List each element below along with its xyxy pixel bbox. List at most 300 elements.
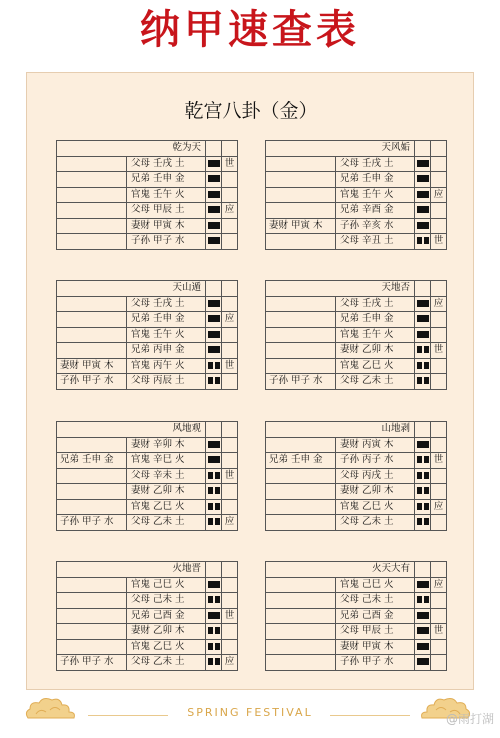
yang-line-icon (415, 218, 431, 234)
yang-line-icon (415, 327, 431, 343)
yang-line-icon (417, 300, 429, 307)
footer-line-right (330, 715, 410, 716)
fushen-cell (266, 499, 336, 515)
shi-ying-mark (222, 453, 238, 469)
fushen-cell (57, 312, 127, 328)
yao-row (266, 343, 447, 359)
yang-line-icon (206, 156, 222, 172)
fushen-cell: 兄弟 壬申 金 (266, 453, 336, 469)
yang-line-icon (415, 156, 431, 172)
shi-ying-mark (431, 515, 447, 531)
shi-ying-mark: 应 (431, 499, 447, 515)
yao-row (57, 312, 238, 328)
yao-cell: 父母 丙辰 土 (127, 374, 206, 390)
fushen-cell (57, 187, 127, 203)
yin-line-icon (208, 518, 220, 525)
fushen-cell (57, 234, 127, 250)
hexagram-table (265, 280, 447, 390)
yao-cell: 官鬼 己巳 火 (336, 577, 415, 593)
yao-cell: 兄弟 辛酉 金 (336, 203, 415, 219)
shi-ying-mark: 世 (431, 343, 447, 359)
fushen-cell (266, 203, 336, 219)
fushen-cell (266, 296, 336, 312)
yao-row (57, 577, 238, 593)
fushen-cell (57, 156, 127, 172)
empty-cell (206, 141, 222, 157)
yao-cell: 父母 乙未 土 (127, 515, 206, 531)
fushen-cell: 子孙 甲子 水 (57, 515, 127, 531)
shi-ying-mark (222, 327, 238, 343)
shi-ying-mark (431, 374, 447, 390)
yao-row (57, 624, 238, 640)
yao-cell: 妻财 乙卯 木 (336, 484, 415, 500)
shi-ying-mark (222, 624, 238, 640)
fushen-cell (57, 499, 127, 515)
yang-line-icon (417, 658, 429, 665)
hexagram-name: 天地否 (266, 281, 415, 297)
shi-ying-mark (222, 593, 238, 609)
shi-ying-mark (222, 218, 238, 234)
shi-ying-mark (222, 187, 238, 203)
yao-cell: 父母 壬戌 土 (336, 156, 415, 172)
shi-ying-mark (431, 655, 447, 671)
yang-line-icon (206, 203, 222, 219)
yao-row (57, 203, 238, 219)
yang-line-icon (208, 237, 220, 244)
yin-line-icon (417, 456, 429, 463)
yao-row (57, 453, 238, 469)
yang-line-icon (208, 581, 220, 588)
yao-row (57, 484, 238, 500)
empty-cell (431, 141, 447, 157)
yin-line-icon (417, 346, 429, 353)
empty-cell (415, 422, 431, 438)
fushen-cell (57, 296, 127, 312)
shi-ying-mark (222, 343, 238, 359)
yao-cell: 官鬼 乙巳 火 (336, 358, 415, 374)
fushen-cell (57, 468, 127, 484)
shi-ying-mark (431, 484, 447, 500)
hexagram-name: 火天大有 (266, 562, 415, 578)
yang-line-icon (415, 655, 431, 671)
yang-line-icon (206, 296, 222, 312)
yang-line-icon (208, 346, 220, 353)
shi-ying-mark (222, 577, 238, 593)
fushen-cell: 子孙 甲子 水 (57, 655, 127, 671)
yin-line-icon (206, 484, 222, 500)
fushen-cell (57, 624, 127, 640)
yin-line-icon (208, 658, 220, 665)
hexagram-name: 天山遁 (57, 281, 206, 297)
yao-cell: 子孙 丙子 水 (336, 453, 415, 469)
footer (0, 692, 500, 738)
shi-ying-mark (222, 484, 238, 500)
fushen-cell: 子孙 甲子 水 (57, 374, 127, 390)
yao-row (266, 499, 447, 515)
yang-line-icon (208, 331, 220, 338)
yao-row (57, 655, 238, 671)
empty-cell (415, 281, 431, 297)
yang-line-icon (417, 175, 429, 182)
yang-line-icon (417, 331, 429, 338)
yao-row (266, 234, 447, 250)
shi-ying-mark: 应 (222, 515, 238, 531)
shi-ying-mark: 应 (431, 296, 447, 312)
empty-cell (431, 281, 447, 297)
yang-line-icon (415, 577, 431, 593)
shi-ying-mark (222, 639, 238, 655)
yao-row (266, 655, 447, 671)
yao-cell: 父母 己未 土 (127, 593, 206, 609)
yang-line-icon (415, 203, 431, 219)
yin-line-icon (415, 374, 431, 390)
shi-ying-mark: 世 (222, 468, 238, 484)
fushen-cell (266, 358, 336, 374)
fushen-cell: 妻财 甲寅 木 (57, 358, 127, 374)
shi-ying-mark: 应 (431, 187, 447, 203)
shi-ying-mark: 应 (222, 312, 238, 328)
yang-line-icon (208, 300, 220, 307)
yang-line-icon (415, 172, 431, 188)
yao-cell: 父母 辛丑 土 (336, 234, 415, 250)
shi-ying-mark (431, 156, 447, 172)
yao-cell: 官鬼 己巳 火 (127, 577, 206, 593)
hexagram-table (56, 561, 238, 671)
shi-ying-mark (222, 234, 238, 250)
shi-ying-mark (431, 358, 447, 374)
yao-row (57, 343, 238, 359)
yang-line-icon (208, 206, 220, 213)
yao-cell: 妻财 辛卯 木 (127, 437, 206, 453)
hexagram-name: 火地晋 (57, 562, 206, 578)
hexagram-name: 乾为天 (57, 141, 206, 157)
yao-cell: 官鬼 壬午 火 (127, 187, 206, 203)
yang-line-icon (208, 456, 220, 463)
yao-cell: 妻财 乙卯 木 (127, 624, 206, 640)
yang-line-icon (208, 441, 220, 448)
shi-ying-mark: 世 (431, 453, 447, 469)
shi-ying-mark (222, 172, 238, 188)
fushen-cell (57, 639, 127, 655)
hexagram-table (56, 421, 238, 531)
fushen-cell (266, 593, 336, 609)
yao-row (57, 608, 238, 624)
yao-row (57, 499, 238, 515)
yin-line-icon (417, 377, 429, 384)
yin-line-icon (206, 639, 222, 655)
yin-line-icon (208, 643, 220, 650)
yin-line-icon (206, 374, 222, 390)
empty-cell (415, 141, 431, 157)
shi-ying-mark (222, 499, 238, 515)
yang-line-icon (417, 612, 429, 619)
yao-row (57, 234, 238, 250)
yao-cell: 官鬼 壬午 火 (336, 187, 415, 203)
yao-row (57, 296, 238, 312)
yao-cell: 兄弟 丙申 金 (127, 343, 206, 359)
yin-line-icon (415, 468, 431, 484)
yao-row (57, 437, 238, 453)
yao-row (266, 374, 447, 390)
fushen-cell (266, 608, 336, 624)
yang-line-icon (208, 191, 220, 198)
fushen-cell (57, 343, 127, 359)
yao-cell: 父母 甲辰 土 (336, 624, 415, 640)
yang-line-icon (417, 643, 429, 650)
empty-cell (206, 562, 222, 578)
yang-line-icon (417, 627, 429, 634)
fushen-cell: 妻财 甲寅 木 (266, 218, 336, 234)
yao-cell: 兄弟 壬申 金 (336, 172, 415, 188)
yin-line-icon (206, 624, 222, 640)
fushen-cell: 兄弟 壬申 金 (57, 453, 127, 469)
empty-cell (206, 422, 222, 438)
shi-ying-mark (431, 608, 447, 624)
fushen-cell (266, 437, 336, 453)
yao-cell: 父母 壬戌 土 (127, 296, 206, 312)
fushen-cell (57, 218, 127, 234)
yang-line-icon (206, 343, 222, 359)
yao-cell: 父母 辛未 土 (127, 468, 206, 484)
fushen-cell: 子孙 甲子 水 (266, 374, 336, 390)
yao-row (57, 156, 238, 172)
yao-cell: 官鬼 壬午 火 (127, 327, 206, 343)
yao-cell: 子孙 辛亥 水 (336, 218, 415, 234)
fushen-cell (266, 484, 336, 500)
empty-cell (431, 422, 447, 438)
yang-line-icon (417, 581, 429, 588)
yao-row (57, 172, 238, 188)
yao-row (57, 187, 238, 203)
yang-line-icon (415, 312, 431, 328)
hexagram-table (56, 280, 238, 390)
yang-line-icon (208, 160, 220, 167)
yao-cell: 官鬼 乙巳 火 (127, 639, 206, 655)
yao-cell: 官鬼 乙巳 火 (127, 499, 206, 515)
empty-cell (431, 562, 447, 578)
yao-cell: 官鬼 丙午 火 (127, 358, 206, 374)
shi-ying-mark (431, 172, 447, 188)
yang-line-icon (206, 608, 222, 624)
hexagram-name: 山地剥 (266, 422, 415, 438)
yin-line-icon (206, 593, 222, 609)
yao-row (266, 515, 447, 531)
palace-panel (26, 72, 474, 690)
yin-line-icon (415, 499, 431, 515)
fushen-cell (266, 156, 336, 172)
yin-line-icon (417, 362, 429, 369)
yao-row (266, 593, 447, 609)
fushen-cell (266, 655, 336, 671)
yin-line-icon (206, 655, 222, 671)
yang-line-icon (206, 218, 222, 234)
yang-line-icon (206, 234, 222, 250)
shi-ying-mark (222, 296, 238, 312)
yao-row (266, 172, 447, 188)
fushen-cell (57, 484, 127, 500)
yin-line-icon (417, 518, 429, 525)
yao-cell: 兄弟 壬申 金 (127, 312, 206, 328)
shi-ying-mark: 世 (222, 156, 238, 172)
yin-line-icon (415, 453, 431, 469)
yao-cell: 官鬼 壬午 火 (336, 327, 415, 343)
yang-line-icon (415, 624, 431, 640)
shi-ying-mark (431, 437, 447, 453)
yang-line-icon (208, 315, 220, 322)
yao-cell: 子孙 甲子 水 (336, 655, 415, 671)
yao-row (57, 593, 238, 609)
fushen-cell (266, 515, 336, 531)
yao-row (266, 203, 447, 219)
shi-ying-mark (222, 437, 238, 453)
yin-line-icon (208, 487, 220, 494)
fushen-cell (266, 327, 336, 343)
yin-line-icon (415, 358, 431, 374)
yao-cell: 父母 乙未 土 (336, 515, 415, 531)
yin-line-icon (415, 593, 431, 609)
yao-row (266, 624, 447, 640)
yao-cell: 父母 壬戌 土 (127, 156, 206, 172)
yin-line-icon (417, 503, 429, 510)
shi-ying-mark (431, 312, 447, 328)
yin-line-icon (417, 237, 429, 244)
yin-line-icon (415, 515, 431, 531)
yao-cell: 官鬼 辛巳 火 (127, 453, 206, 469)
fushen-cell (266, 312, 336, 328)
yao-row (266, 608, 447, 624)
shi-ying-mark: 世 (222, 358, 238, 374)
yao-cell: 官鬼 乙巳 火 (336, 499, 415, 515)
yang-line-icon (415, 437, 431, 453)
yao-cell: 父母 乙未 土 (336, 374, 415, 390)
yin-line-icon (206, 515, 222, 531)
yin-line-icon (417, 487, 429, 494)
yang-line-icon (417, 222, 429, 229)
empty-cell (222, 281, 238, 297)
hexagram-name: 天风姤 (266, 141, 415, 157)
yang-line-icon (208, 222, 220, 229)
fushen-cell (57, 577, 127, 593)
yang-line-icon (417, 191, 429, 198)
yao-cell: 子孙 甲子 水 (127, 234, 206, 250)
yao-row (266, 453, 447, 469)
shi-ying-mark: 应 (222, 203, 238, 219)
watermark: @雨打湖 (445, 712, 494, 726)
hexagram-table (265, 140, 447, 250)
fushen-cell (57, 593, 127, 609)
yao-cell: 兄弟 己酉 金 (336, 608, 415, 624)
yao-row (266, 187, 447, 203)
hexagram-name: 风地观 (57, 422, 206, 438)
yao-cell: 父母 丙戌 土 (336, 468, 415, 484)
yao-row (57, 218, 238, 234)
yin-line-icon (208, 503, 220, 510)
yao-row (57, 358, 238, 374)
yang-line-icon (208, 175, 220, 182)
page-title: 纳甲速查表 (140, 7, 360, 53)
shi-ying-mark: 世 (431, 624, 447, 640)
fushen-cell (57, 327, 127, 343)
empty-cell (222, 562, 238, 578)
yao-cell: 父母 甲辰 土 (127, 203, 206, 219)
yang-line-icon (415, 639, 431, 655)
yao-cell: 妻财 乙卯 木 (127, 484, 206, 500)
yao-cell: 兄弟 壬申 金 (127, 172, 206, 188)
fushen-cell (266, 234, 336, 250)
yao-row (266, 327, 447, 343)
fushen-cell (266, 187, 336, 203)
yao-row (57, 374, 238, 390)
yao-row (266, 312, 447, 328)
yao-cell: 父母 己未 土 (336, 593, 415, 609)
empty-cell (222, 422, 238, 438)
fushen-cell (57, 172, 127, 188)
yin-line-icon (208, 627, 220, 634)
yin-line-icon (206, 499, 222, 515)
hexagram-table (56, 140, 238, 250)
fushen-cell (266, 577, 336, 593)
yin-line-icon (415, 343, 431, 359)
fushen-cell (57, 608, 127, 624)
yin-line-icon (208, 362, 220, 369)
empty-cell (415, 562, 431, 578)
yao-cell: 妻财 乙卯 木 (336, 343, 415, 359)
yang-line-icon (206, 453, 222, 469)
yao-row (266, 577, 447, 593)
yin-line-icon (417, 472, 429, 479)
yin-line-icon (208, 596, 220, 603)
yao-row (57, 515, 238, 531)
shi-ying-mark: 应 (431, 577, 447, 593)
yao-row (266, 484, 447, 500)
yang-line-icon (206, 172, 222, 188)
yang-line-icon (208, 612, 220, 619)
yang-line-icon (206, 437, 222, 453)
yao-row (57, 468, 238, 484)
yao-cell: 妻财 甲寅 木 (336, 639, 415, 655)
yao-cell: 父母 壬戌 土 (336, 296, 415, 312)
yin-line-icon (415, 234, 431, 250)
yang-line-icon (206, 577, 222, 593)
fushen-cell (57, 203, 127, 219)
yao-row (57, 327, 238, 343)
yang-line-icon (417, 206, 429, 213)
fushen-cell (266, 639, 336, 655)
yin-line-icon (208, 472, 220, 479)
festival-text: SPRING FESTIVAL (187, 706, 313, 719)
empty-cell (206, 281, 222, 297)
fushen-cell (57, 437, 127, 453)
shi-ying-mark (431, 468, 447, 484)
yang-line-icon (415, 187, 431, 203)
shi-ying-mark: 世 (431, 234, 447, 250)
yang-line-icon (417, 315, 429, 322)
yang-line-icon (415, 608, 431, 624)
shi-ying-mark (431, 218, 447, 234)
yao-cell: 妻财 甲寅 木 (127, 218, 206, 234)
shi-ying-mark (222, 374, 238, 390)
yin-line-icon (415, 484, 431, 500)
yao-row (266, 468, 447, 484)
yao-cell: 父母 乙未 土 (127, 655, 206, 671)
shi-ying-mark (431, 639, 447, 655)
hexagram-table (265, 421, 447, 531)
fushen-cell (266, 468, 336, 484)
shi-ying-mark (431, 203, 447, 219)
yao-cell: 妻财 丙寅 木 (336, 437, 415, 453)
empty-cell (222, 141, 238, 157)
yang-line-icon (417, 441, 429, 448)
